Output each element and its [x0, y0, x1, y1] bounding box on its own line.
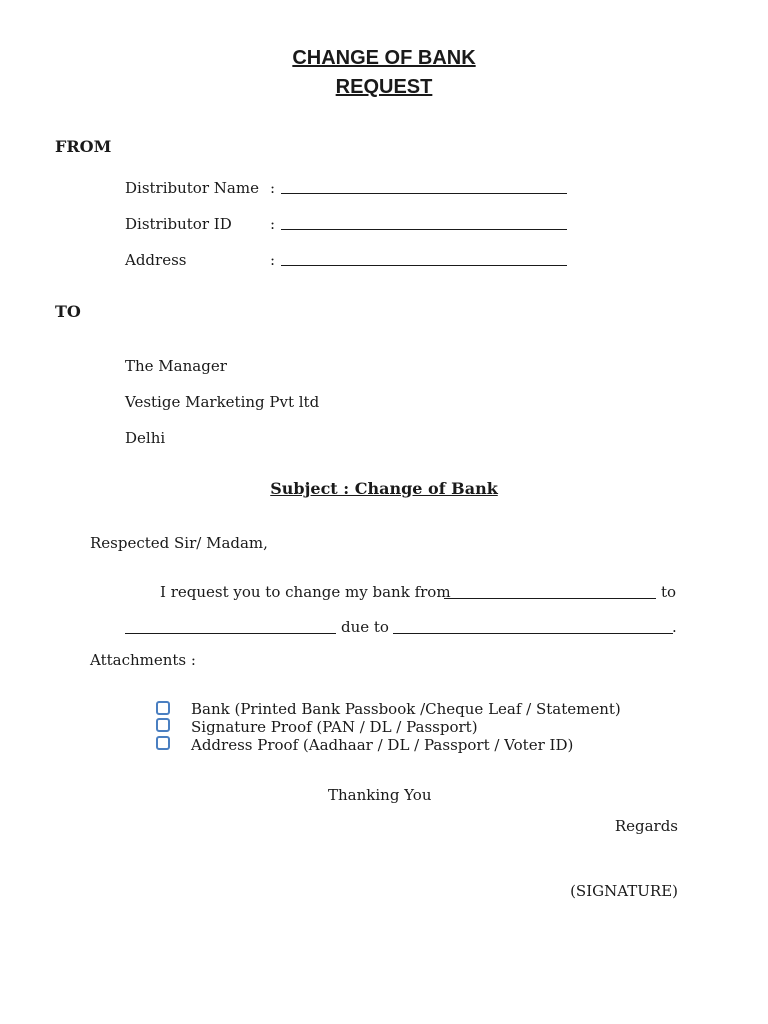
to-heading: TO [55, 302, 81, 321]
old-bank-blank[interactable] [444, 598, 656, 599]
closing-thanks: Thanking You [328, 786, 432, 804]
recipient-line-3: Delhi [125, 429, 166, 447]
attachment-item-address: Address Proof (Aadhaar / DL / Passport / Voter ID) [191, 736, 574, 754]
recipient-line-2: Vestige Marketing Pvt ltd [125, 393, 320, 411]
distributor-name-colon: : [270, 179, 276, 197]
address-colon: : [270, 251, 276, 269]
salutation: Respected Sir/ Madam, [90, 534, 268, 552]
closing-regards: Regards [614, 817, 678, 835]
attachment-item-bank: Bank (Printed Bank Passbook /Cheque Leaf / Statement) [191, 700, 621, 718]
attachment-checkbox-address[interactable] [156, 736, 170, 750]
distributor-id-label: Distributor ID [125, 215, 232, 233]
attachment-checkbox-signature[interactable] [156, 718, 170, 732]
request-text-part2: to [661, 583, 677, 601]
from-heading: FROM [55, 137, 112, 156]
attachment-checkbox-bank[interactable] [156, 701, 170, 715]
new-bank-blank[interactable] [125, 633, 336, 634]
distributor-name-label: Distributor Name [125, 179, 259, 197]
request-text-end: . [672, 618, 677, 636]
distributor-name-blank[interactable] [281, 193, 567, 194]
subject-line: Subject : Change of Bank [270, 479, 498, 498]
address-label: Address [125, 251, 187, 269]
signature-placeholder: (SIGNATURE) [570, 882, 678, 900]
request-text-part1: I request you to change my bank from [160, 583, 451, 601]
document-title-line1: CHANGE OF BANK [292, 47, 476, 69]
attachments-label: Attachments : [90, 651, 196, 669]
reason-blank[interactable] [393, 633, 673, 634]
distributor-id-blank[interactable] [281, 229, 567, 230]
request-text-part3: due to [341, 618, 389, 636]
attachment-item-signature: Signature Proof (PAN / DL / Passport) [191, 718, 478, 736]
recipient-line-1: The Manager [125, 357, 227, 375]
document-title-line2: REQUEST [335, 76, 433, 98]
address-blank[interactable] [281, 265, 567, 266]
distributor-id-colon: : [270, 215, 276, 233]
